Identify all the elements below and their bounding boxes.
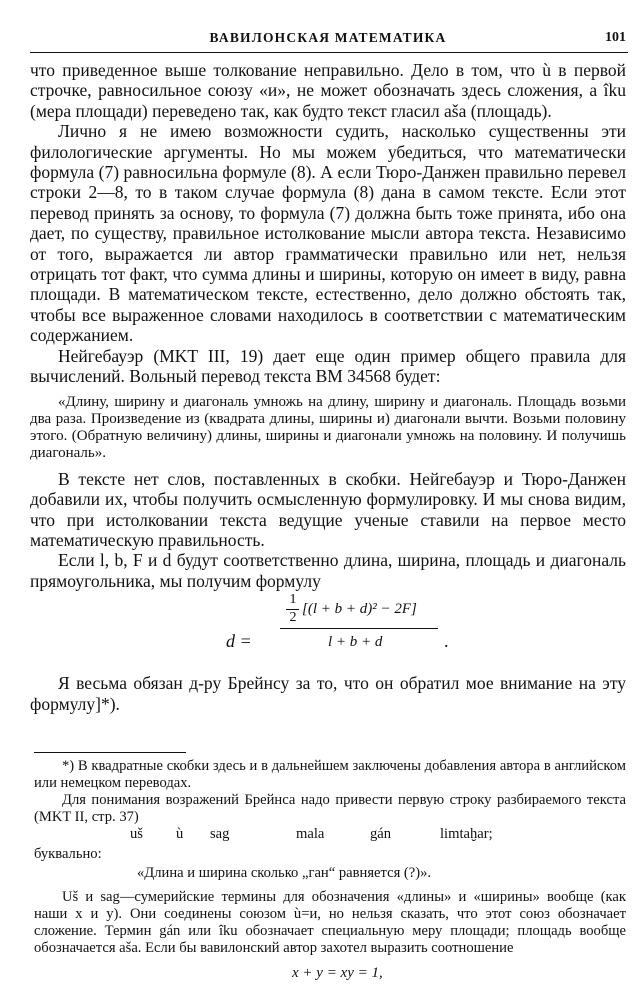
footnote-3: Uš и sag—сумерийские термины для обозначения «длины» и «ширины» вообще (как наши x и y). Они соединены союзом ù=и, но нельзя сказать, что этот союз обозначает сложение. Термин gán или îku обозначает специальную меру площади; площадь вообще обозначается aša. Если бы вавилонский автор захотел выразить соотношение [34, 889, 626, 956]
literal-translation: «Длина и ширина сколько „ган“ равняется (?)». [137, 865, 432, 881]
block-quote: «Длину, ширину и диагональ умножь на длину, ширину и диагональ. Площадь возьми два раза. Произведение из (квадрата длины, ширины и) диагонали вычти. Возьми половину этого. (Обратную величину) длины, ширины и диагонали умножь на половину. И получишь диагональ». [30, 393, 626, 462]
sumerian-line [34, 826, 626, 846]
running-title: ВАВИЛОНСКАЯ МАТЕМАТИКА [209, 30, 447, 45]
header-rule [30, 52, 628, 53]
formula-numerator: [(l + b + d)² − 2F] [302, 601, 417, 618]
word-gan: gán [370, 826, 392, 842]
paragraph-3: Нейгебауэр (MKT III, 19) дает еще один пример общего правила для вычислений. Вольный перевод текста BM 34568 будет: [30, 345, 626, 387]
paragraph-5: Если l, b, F и d будут соответственно длина, ширина, площадь и диагональ прямоугольника, мы получим формулу [30, 550, 626, 591]
formula-denominator: l + b + d [328, 634, 383, 651]
word-u: ù [176, 826, 184, 842]
word-sag: sag [210, 826, 230, 842]
formula-lhs: d = [226, 631, 252, 652]
main-text [30, 60, 626, 714]
running-header [30, 30, 626, 52]
literal-label: буквально: [34, 846, 102, 862]
word-limtahar: limtaḫar; [440, 826, 493, 842]
formula-period: . [444, 631, 449, 652]
word-us: uš [130, 826, 143, 842]
formula-half-denominator: 2 [289, 610, 297, 626]
display-formula [30, 591, 626, 673]
page-number: 101 [605, 30, 626, 45]
footnote-rule [34, 752, 186, 753]
formula-fraction-bar [280, 628, 438, 629]
footnote-1: *) В квадратные скобки здесь и в дальнейшем заключены добавления автора в английском или немецком переводах. [34, 758, 626, 791]
paragraph-1: что приведенное выше толкование неправильно. Дело в том, что ù в первой строчке, равносильное союзу «и», не может обозначать здесь сложения, а îku (мера площади) переведено так, как будто текст гласил aša (площадь). [30, 60, 626, 121]
word-mala: mala [296, 826, 325, 842]
formula-half-numerator: 1 [289, 592, 297, 608]
paragraph-6: Я весьма обязан д-ру Брейнсу за то, что он обратил мое внимание на эту формулу]*). [30, 673, 626, 714]
paragraph-2: Лично я не имею возможности судить, насколько существенны эти филологические аргументы. Но мы можем убедиться, что математически формула (7) равносильна формуле (8). А если Тюро-Данжен правильно перевел строки 2—8, то в таком случае формула (8) дана в самом тексте. Если этот перевод принять за основу, то формула (7) должна быть тоже принята, ибо она дает, по существу, правильное истолкование мысли автора текста. Независимо от того, выражается ли автор грамматически правильно или нет, нельзя отрицать тот факт, что сумма длины и ширины, которую он имеет в виду, равна площади. В математическом тексте, естественно, дело должно обстоять так, чтобы все выраженное словами находилось в соответствии с математическим содержанием. [30, 121, 626, 346]
paragraph-4: В тексте нет слов, поставленных в скобки. Нейгебауэр и Тюро-Данжен добавили их, чтобы получить осмысленную формулировку. И мы снова видим, что при истолковании текста ведущие ученые ставили на первое место математическую правильность. [30, 468, 626, 550]
footnote-2: Для понимания возражений Брейнса надо привести первую строку разбираемого текста (MKT II, стр. 37) [34, 792, 626, 825]
footnotes [34, 758, 626, 982]
footnote-formula: x + y = xy = 1, [292, 965, 383, 981]
